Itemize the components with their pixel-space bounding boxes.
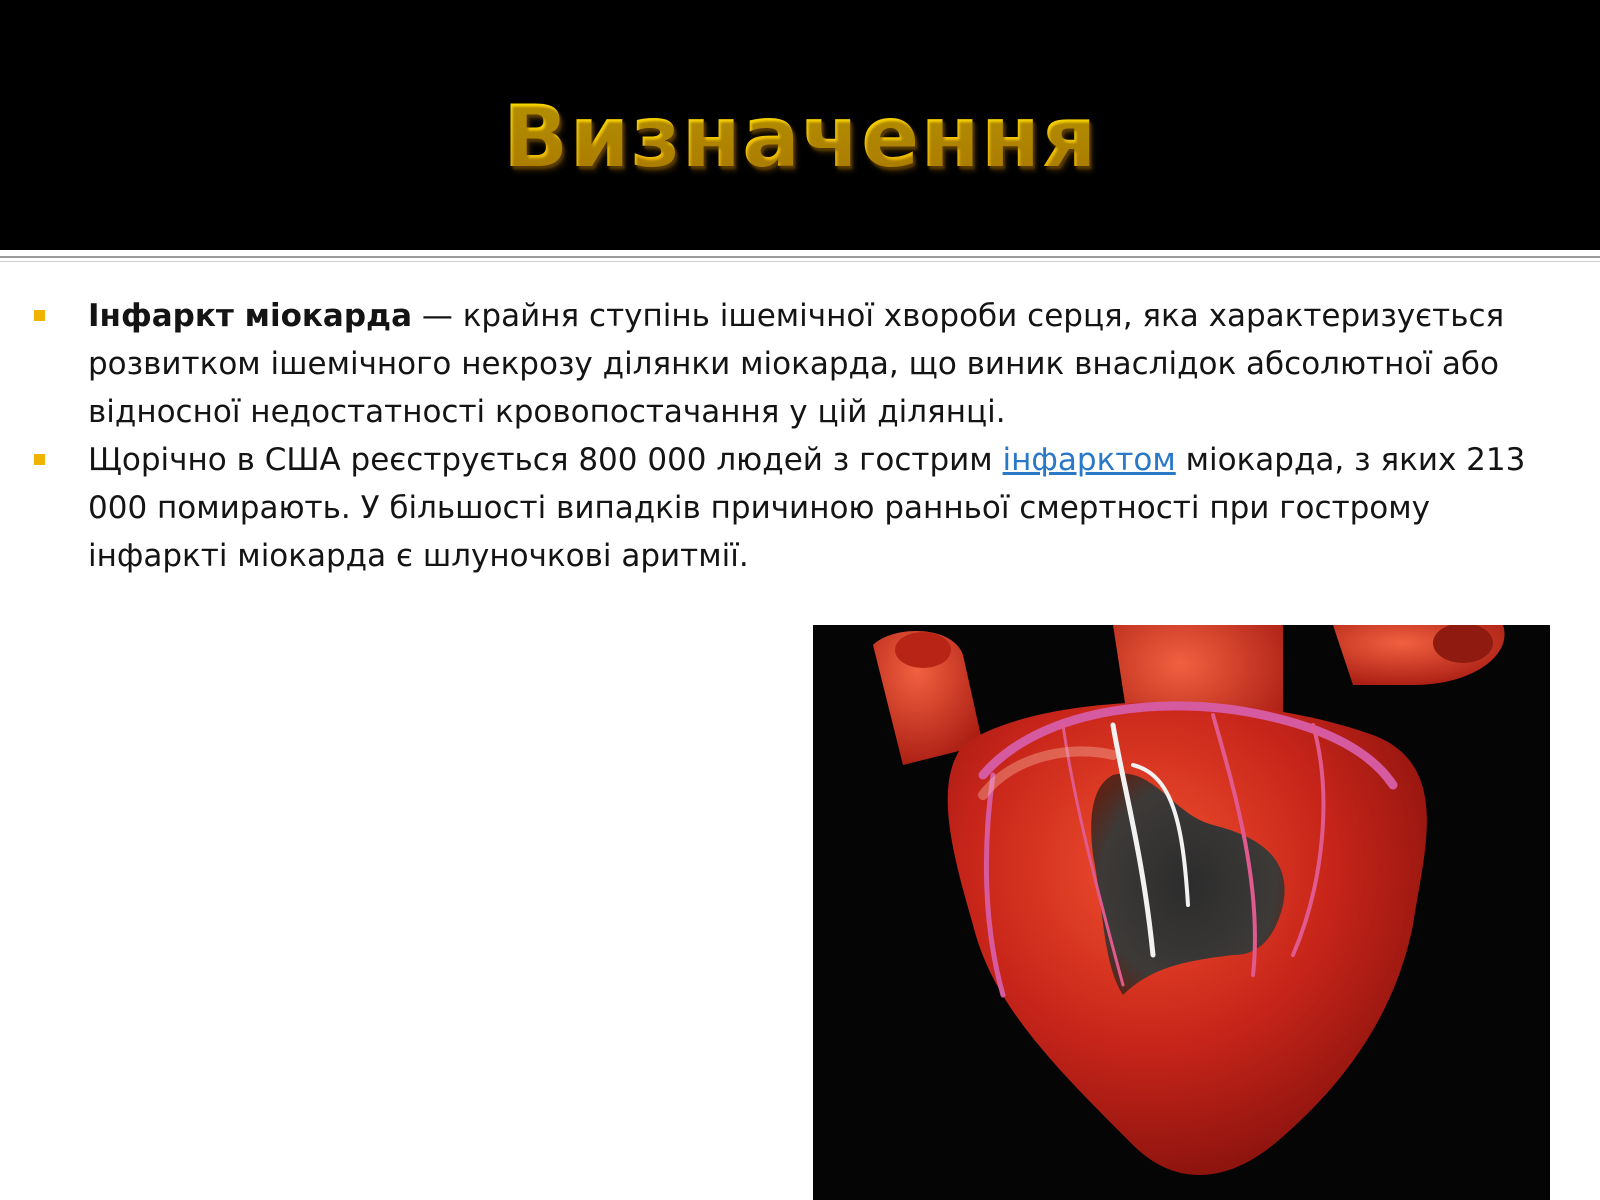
statistics-text-end: міокарда, з яких 213 000 помирають. У більшості випадків причиною ранньої смертності при гострому інфаркті міокарда є шлуночкові аритмії. bbox=[88, 442, 1526, 574]
bullet-list bbox=[30, 292, 1575, 580]
statistics-text-start: Щорічно в США реєструється 800 000 людей з гострим bbox=[88, 442, 1003, 478]
definition-text: — крайня ступінь ішемічної хвороби серця, яка характеризується розвитком ішемічного некрозу ділянки міокарда, що виник внаслідок абсолютної або відносної недостатності кровопостачання у цій ділянці. bbox=[88, 298, 1505, 430]
bullet-item-definition bbox=[30, 292, 1575, 436]
heart-illustration bbox=[813, 625, 1550, 1200]
header-divider bbox=[0, 256, 1600, 258]
term-myocardial-infarction: Інфаркт міокарда bbox=[88, 298, 412, 334]
bullet-marker-icon bbox=[34, 310, 45, 321]
header-divider-thin bbox=[0, 261, 1600, 262]
slide-title: Визначення bbox=[0, 82, 1600, 192]
bullet-item-statistics bbox=[30, 436, 1575, 580]
infarct-link[interactable]: інфарктом bbox=[1002, 442, 1176, 478]
bullet-marker-icon bbox=[34, 454, 45, 465]
heart-infarct-image bbox=[813, 625, 1550, 1200]
